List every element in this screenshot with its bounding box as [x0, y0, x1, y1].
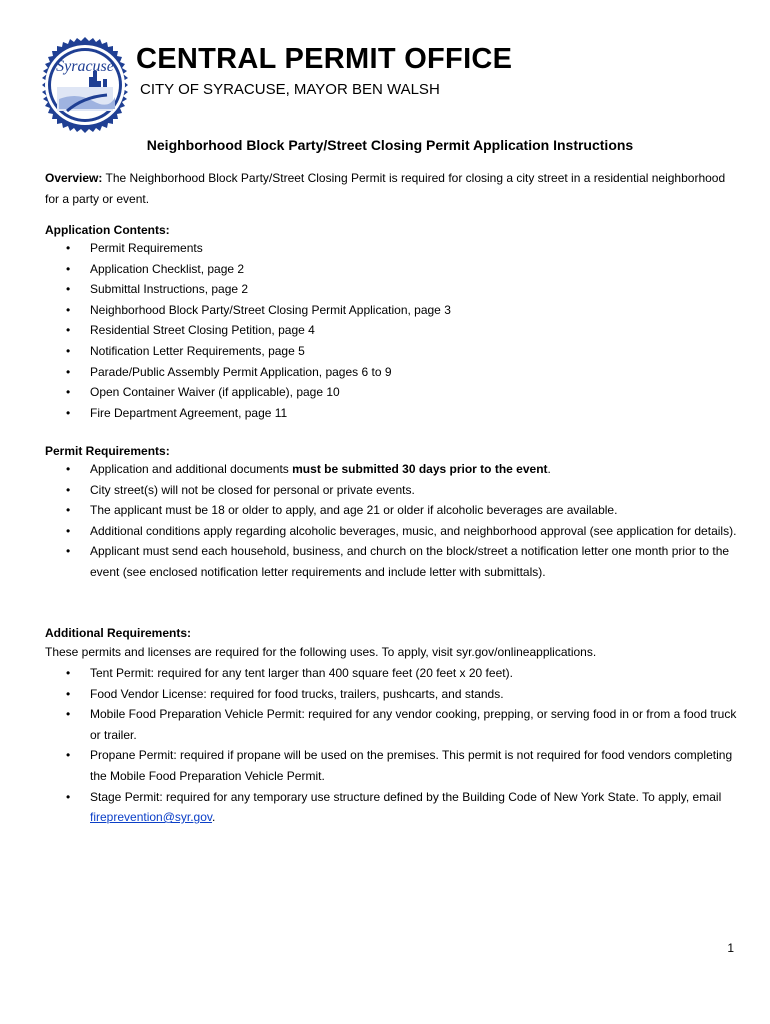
overview-text: The Neighborhood Block Party/Street Closing Permit is required for closing a city street in a residential neighborhood for a party or event. — [45, 171, 726, 206]
additional-requirements-heading: Additional Requirements: — [45, 626, 192, 640]
list-item: • Permit Requirements — [0, 238, 740, 259]
office-subtitle: CITY OF SYRACUSE, MAYOR BEN WALSH — [140, 81, 440, 98]
permit-requirements-list — [0, 459, 740, 583]
list-item — [0, 787, 740, 828]
application-contents-heading: Application Contents: — [45, 223, 170, 237]
page-number: 1 — [727, 941, 734, 955]
list-item-text: Application and additional documents — [90, 462, 293, 476]
list-item: • Notification Letter Requirements, page 5 — [0, 341, 740, 362]
list-item: • Propane Permit: required if propane will be used on the premises. This permit is not required for food vendors completing the Mobile Food Preparation Vehicle Permit. — [0, 745, 740, 786]
application-contents-list — [0, 238, 740, 423]
list-item: • Tent Permit: required for any tent larger than 400 square feet (20 feet x 20 feet). — [0, 663, 740, 684]
list-item: • Mobile Food Preparation Vehicle Permit: required for any vendor cooking, prepping, or serving food in or from a food truck or trailer. — [0, 704, 740, 745]
overview-paragraph — [45, 168, 735, 209]
permit-requirements-heading: Permit Requirements: — [45, 444, 170, 458]
additional-requirements-list — [0, 663, 740, 828]
city-seal-logo — [37, 37, 133, 133]
seal-wordmark: Syracuse — [56, 58, 114, 75]
list-item: • City street(s) will not be closed for personal or private events. — [0, 480, 740, 501]
list-item: • Application Checklist, page 2 — [0, 259, 740, 280]
fire-prevention-email-link[interactable]: fireprevention@syr.gov — [90, 810, 213, 825]
list-item: • The applicant must be 18 or older to apply, and age 21 or older if alcoholic beverages are available. — [0, 500, 740, 521]
list-item: • Fire Department Agreement, page 11 — [0, 403, 740, 424]
list-item-text: . — [547, 462, 551, 476]
list-item: • Applicant must send each household, business, and church on the block/street a notification letter one month prior to the event (see enclosed notification letter requirements and include letter with submittals). — [0, 541, 740, 582]
list-item: • Parade/Public Assembly Permit Application, pages 6 to 9 — [0, 362, 740, 383]
list-item: • Food Vendor License: required for food trucks, trailers, pushcarts, and stands. — [0, 684, 740, 705]
list-item: • Additional conditions apply regarding alcoholic beverages, music, and neighborhood approval (see application for details). — [0, 521, 740, 542]
list-item: • Submittal Instructions, page 2 — [0, 279, 740, 300]
document-title: Neighborhood Block Party/Street Closing Permit Application Instructions — [146, 137, 634, 153]
office-title: CENTRAL PERMIT OFFICE — [136, 43, 513, 75]
list-item: • Residential Street Closing Petition, page 4 — [0, 320, 740, 341]
list-item-text: . — [212, 810, 216, 825]
list-item: • Neighborhood Block Party/Street Closing Permit Application, page 3 — [0, 300, 740, 321]
overview-label: Overview: — [45, 171, 103, 185]
additional-requirements-intro: These permits and licenses are required for the following uses. To apply, visit syr.gov/onlineapplications. — [45, 645, 597, 659]
city-seal-graphic — [37, 37, 133, 133]
deadline-emphasis: must be submitted 30 days prior to the event — [292, 462, 548, 476]
list-item-text: Stage Permit: required for any temporary use structure defined by the Building Code of New York State. To apply, email — [90, 789, 722, 804]
list-item — [0, 459, 740, 480]
list-item: • Open Container Waiver (if applicable), page 10 — [0, 382, 740, 403]
